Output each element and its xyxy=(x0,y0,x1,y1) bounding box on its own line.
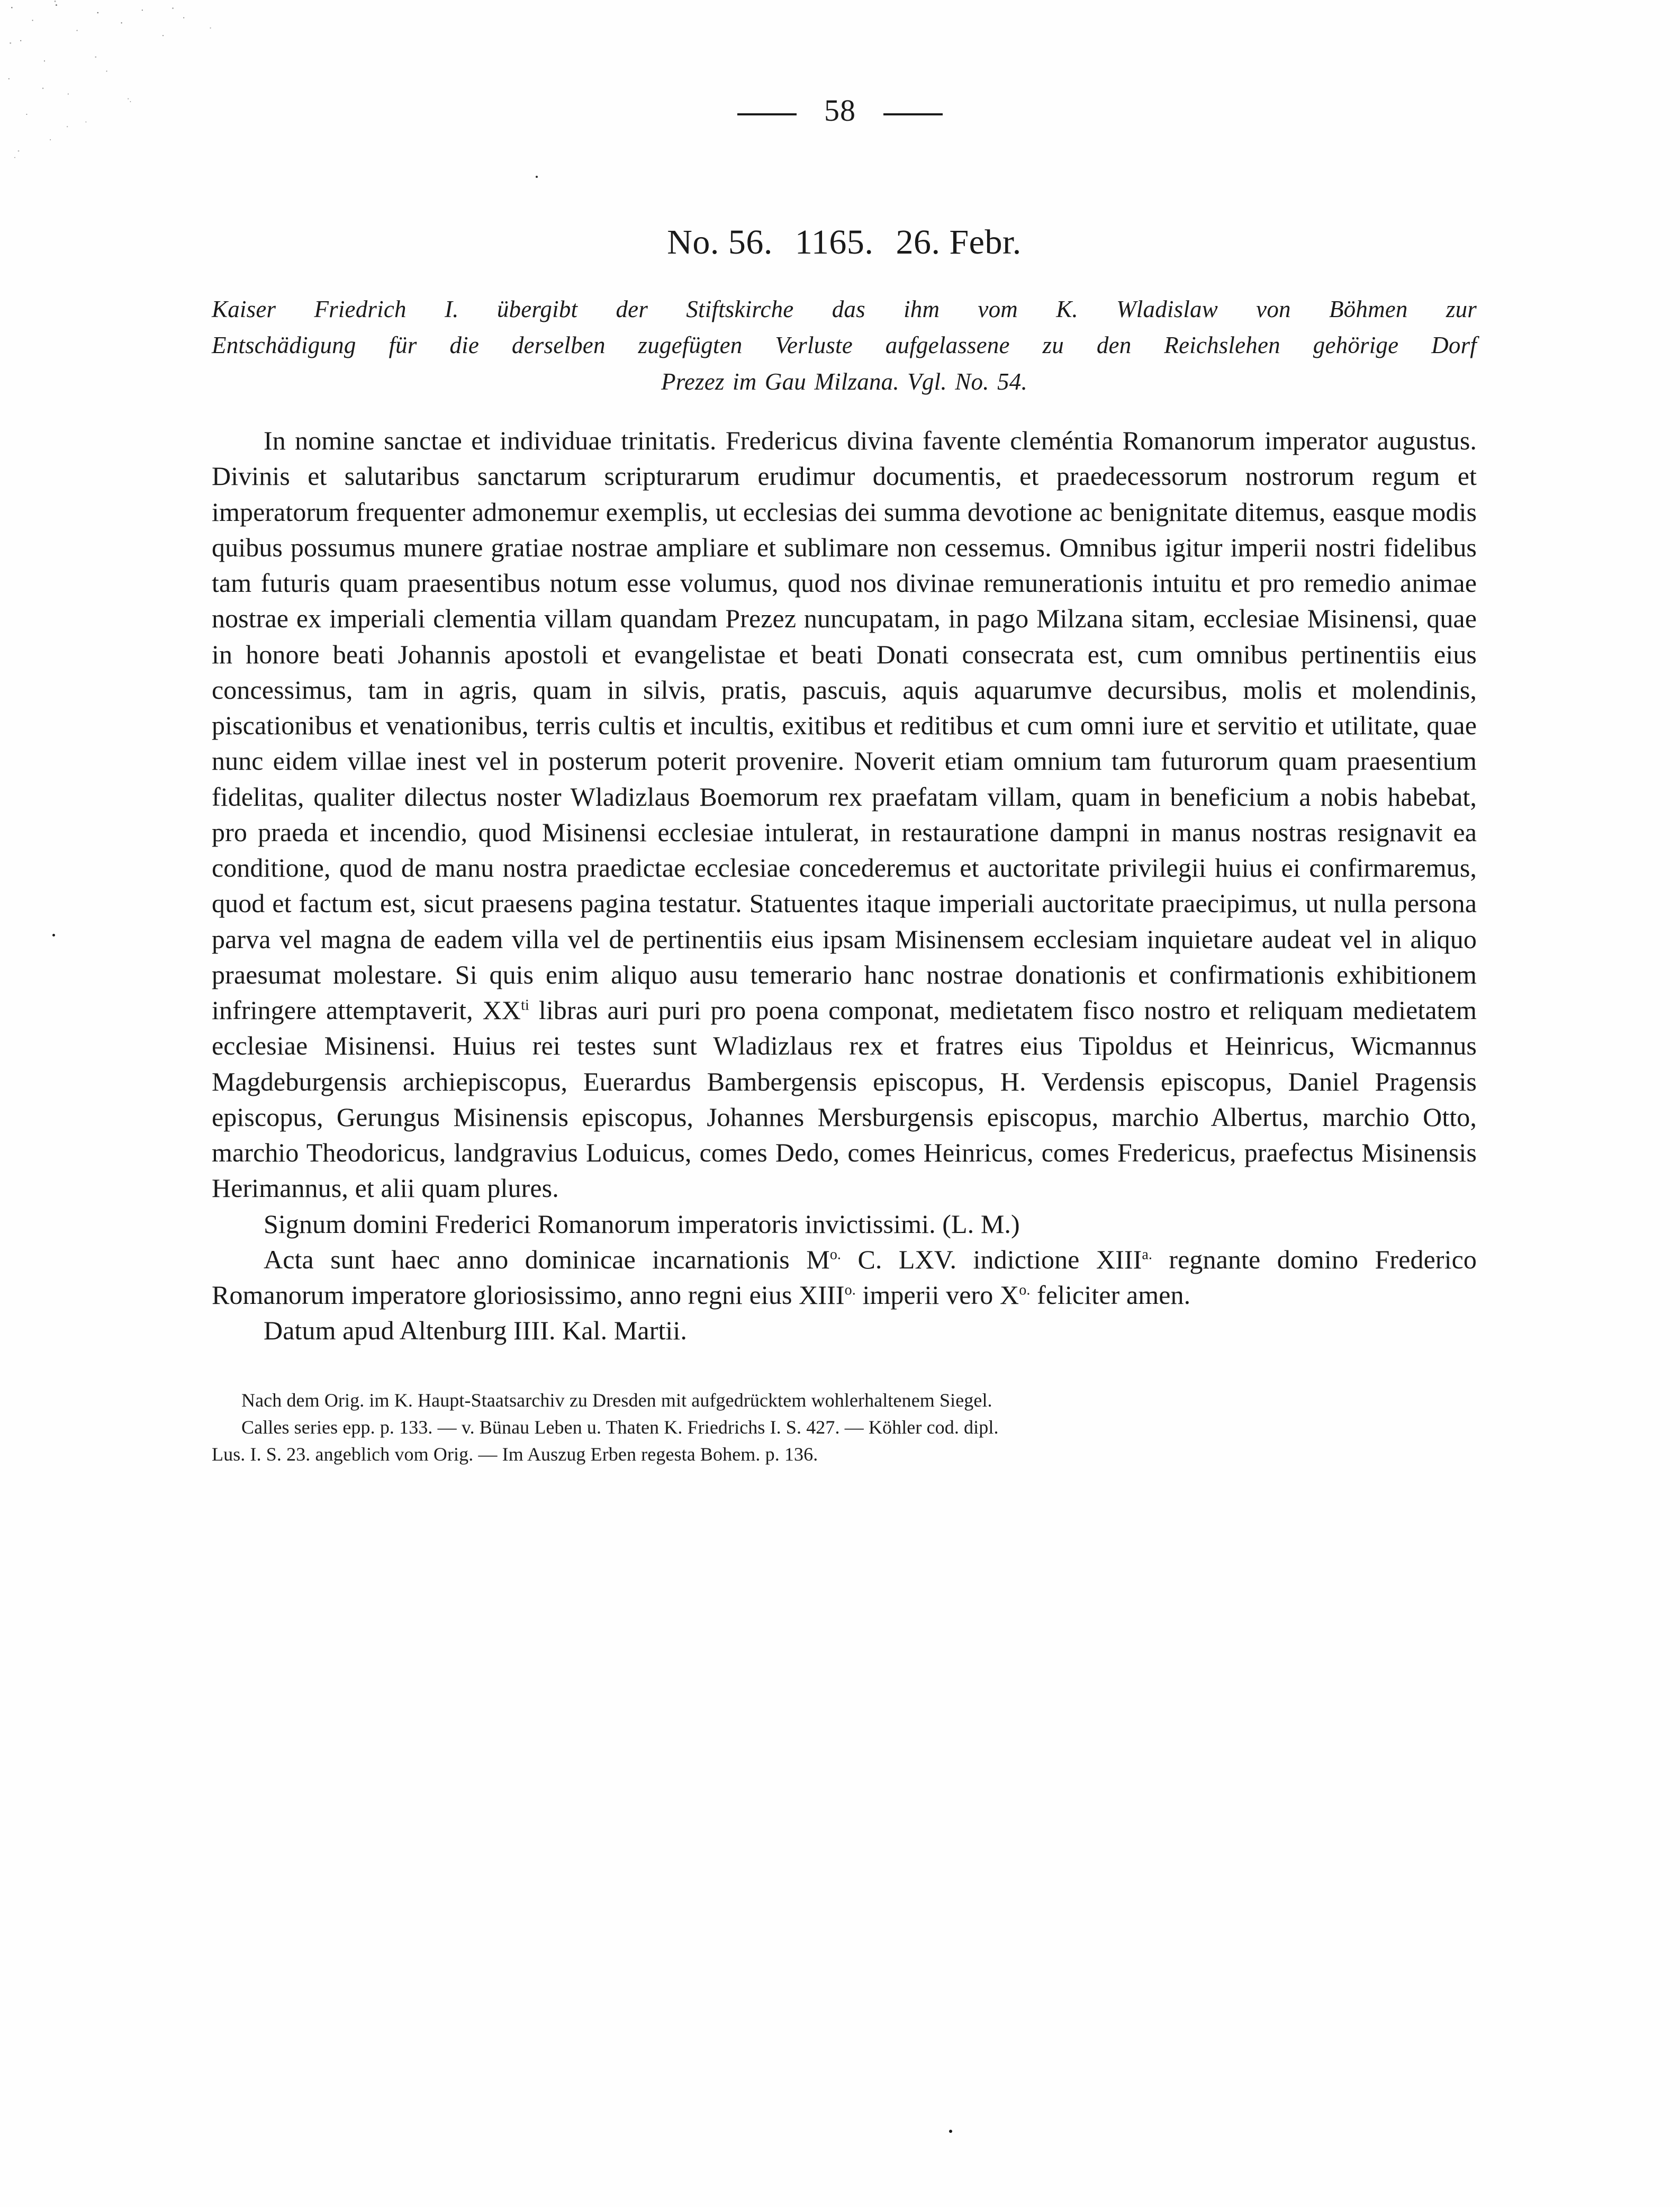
text-block xyxy=(212,222,1477,1468)
charter-year: 1165. xyxy=(794,223,874,262)
folio-rule-right xyxy=(883,113,943,115)
folio-rule-left xyxy=(737,113,797,115)
regest-summary xyxy=(212,291,1477,400)
charter-paragraph-datum: Datum apud Altenburg IIII. Kal. Martii. xyxy=(264,1316,688,1346)
charter-body xyxy=(212,423,1477,1349)
running-head xyxy=(0,95,1680,133)
ordinal-superscript-indictione: a. xyxy=(1142,1246,1152,1263)
charter-text-part-1: In nomine sanctae et individuae trinitatis. Fredericus divina favente cleméntia Romanorum imperator augustus. Divinis et salutaribus sanctarum scripturarum erudimur documentis, et praedecessorum nostrorum regum et imperatorum frequenter admonemur exemplis, ut ecclesias dei summa devotione ac benignitate ditemus, easque modis quibus possumus munere gratiae nostrae ampliare et sublimare non cessemus. Omnibus igitur imperii nostri fidelibus tam futuris quam praesentibus notum esse volumus, quod nos divinae remunerationis intuitu et pro remedio animae nostrae ex imperiali clementia villam quandam Prezez nuncupatam, in pago Milzana sitam, ecclesiae Misinensi, quae in honore beati Johannis apostoli et evangelistae et beati Donati consecrata est, cum omnibus pertinentiis eius concessimus, tam in agris, quam in silvis, pratis, pascuis, aquis aquarumve decursibus, molis et molendinis, piscationibus et venationibus, terris cultis et incultis, exitibus et reditibus et cum omni iure et servitio et utilitate, quae nunc eidem villae inest vel in posterum poterit provenire. Noverit etiam omnium tam futurorum quam praesentium fidelitas, qualiter dilectus noster Wladizlaus Boemorum rex praefatam villam, quam in beneficium a nobis habebat, pro praeda et incendio, quod Misinensi ecclesiae intulerat, in restauratione dampni in manus nostras resignavit ea conditione, quod de manu nostra praedictae ecclesiae concederemus et auctoritate privilegii huius ei confirmaremus, quod et factum est, sicut praesens pagina testatur. Statuentes itaque imperiali auctoritate praecipimus, ut nulla persona parva vel magna de eadem villa vel de pertinentiis eius ipsam Misinensem ecclesiam inquietare audeat vel in aliquo praesumat molestare. Si quis enim aliquo ausu temerario hanc nostrae donationis et confirmationis exhibitionem infringere attemptaverit, XX xyxy=(212,426,1477,1025)
charter-date: 26. Febr. xyxy=(896,223,1022,262)
dating-part-5: feliciter amen. xyxy=(1030,1280,1191,1310)
charter-heading xyxy=(212,222,1477,263)
footnote-line-1: Nach dem Orig. im K. Haupt-Staatsarchiv zu Dresden mit aufgedrücktem wohlerhaltenem Siegel. xyxy=(241,1389,992,1411)
regest-line-3: Prezez im Gau Milzana. Vgl. No. 54. xyxy=(661,368,1027,395)
charter-number: No. 56. xyxy=(667,223,773,262)
charter-paragraph-signum: Signum domini Frederici Romanorum imperatoris invictissimi. (L. M.) xyxy=(264,1209,1020,1239)
dating-part-1: Acta sunt haec anno dominicae incarnationis M xyxy=(264,1244,830,1274)
scan-speck-bottom-margin xyxy=(947,2128,955,2136)
dating-part-2: C. LXV. indictione XIII xyxy=(841,1244,1142,1274)
ordinal-superscript-regni: o. xyxy=(844,1282,856,1299)
ordinal-superscript-imperii: o. xyxy=(1019,1282,1031,1299)
dating-part-4: imperii vero X xyxy=(855,1280,1019,1310)
dating-part-3: regnante domino Frederico Romanorum imperatore gloriosissimo, anno regni eius XIII xyxy=(212,1244,1477,1310)
regest-line-2: Entschädigung für die derselben zugefügten Verluste aufgelassene zu den Reichslehen gehörige Dorf xyxy=(212,332,1477,359)
charter-paragraph-dating xyxy=(212,1242,1477,1313)
charter-text-part-2: libras auri puri pro poena componat, medietatem fisco nostro et reliquam medietatem ecclesiae Misinensi. Huius rei testes sunt Wladizlaus rex et fratres eius Tipoldus et Heinricus, Wicmannus Magdeburgensis archiepiscopus, Euerardus Bambergensis episcopus, H. Verdensis episcopus, Daniel Pragensis episcopus, Gerungus Misinensis episcopus, Johannes Mersburgensis episcopus, marchio Albertus, marchio Otto, marchio Theodoricus, landgravius Loduicus, comes Dedo, comes Heinricus, comes Fredericus, praefectus Misinensis Herimannus, et alii quam plures. xyxy=(212,995,1477,1203)
source-footnotes xyxy=(212,1387,1477,1468)
footnote-line-2: Calles series epp. p. 133. — v. Bünau Leben u. Thaten K. Friedrichs I. S. 427. — Köhler cod. dipl. xyxy=(241,1416,999,1438)
ordinal-superscript-m: o. xyxy=(829,1246,842,1263)
scan-speck-top-center xyxy=(535,175,540,180)
regest-line-1: Kaiser Friedrich I. übergibt der Stiftskirche das ihm vom K. Wladislaw von Böhmen zur xyxy=(212,295,1477,322)
page-number: 58 xyxy=(824,93,856,128)
roman-numeral-superscript-ti: ti xyxy=(521,997,529,1014)
footnote-line-3: Lus. I. S. 23. angeblich vom Orig. — Im Auszug Erben regesta Bohem. p. 136. xyxy=(212,1443,818,1465)
scan-speck-left-margin xyxy=(51,932,58,939)
charter-paragraph-main xyxy=(212,423,1477,1206)
